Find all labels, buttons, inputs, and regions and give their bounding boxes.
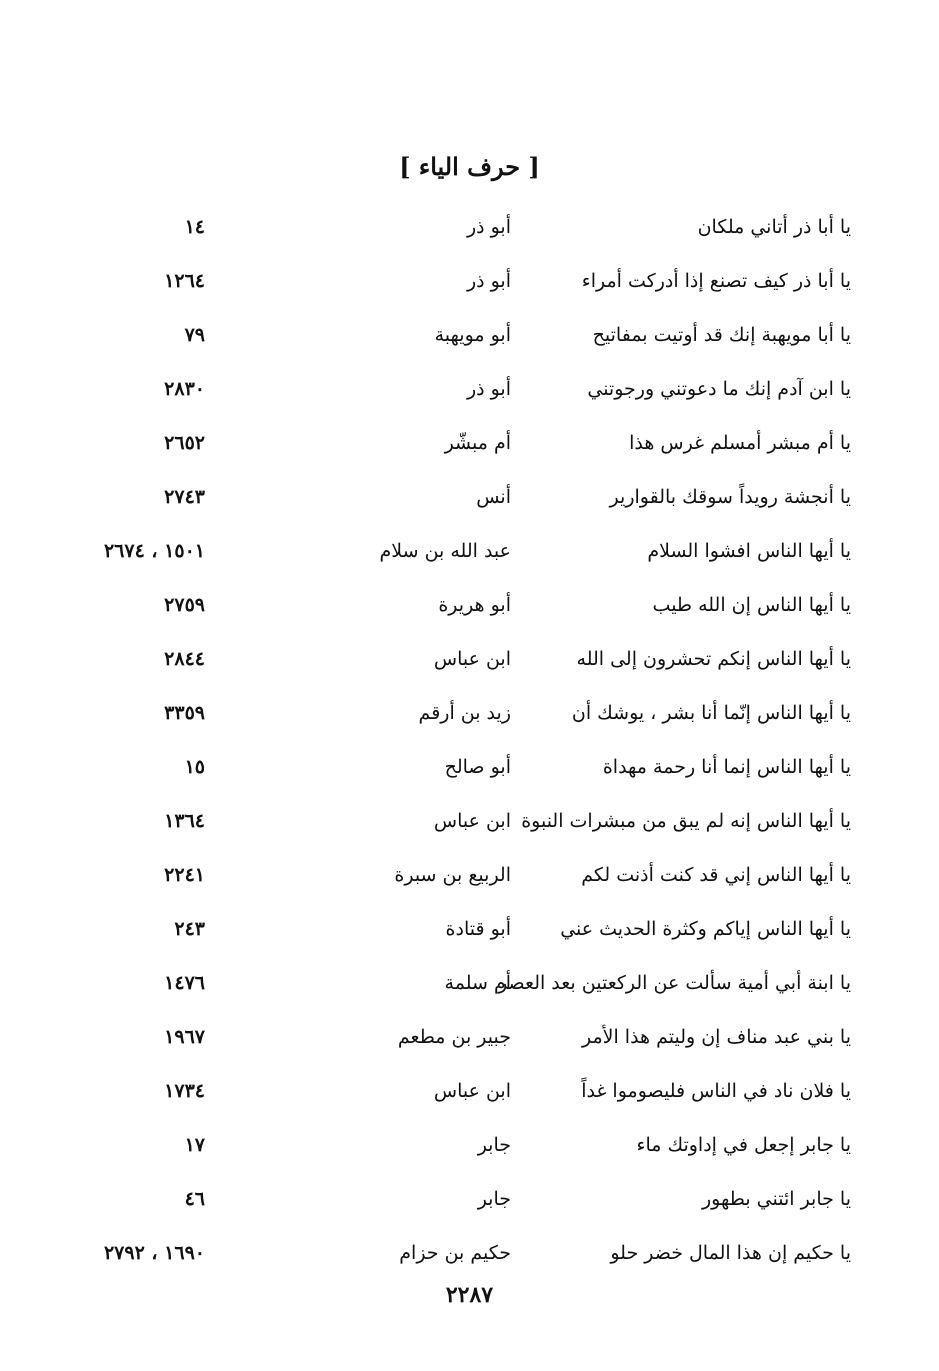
hadith-numbers: ١٣٦٤ xyxy=(164,810,205,832)
page-number: ٢٢٨٧ xyxy=(445,1282,494,1308)
hadith-numbers: ٢٢٤١ xyxy=(164,864,205,886)
index-row xyxy=(0,853,939,907)
index-row xyxy=(0,1069,939,1123)
hadith-numbers: ٤٦ xyxy=(184,1188,205,1210)
hadith-text: يا ابن آدم إنك ما دعوتني ورجوتني xyxy=(587,378,851,400)
narrator-name: أبو هريرة xyxy=(438,594,511,616)
narrator-name: عبد الله بن سلام xyxy=(379,540,511,562)
hadith-numbers: ١٦٩٠ ، ٢٧٩٢ xyxy=(103,1242,205,1264)
index-row xyxy=(0,367,939,421)
index-row xyxy=(0,1231,939,1285)
narrator-name: أبو مويهبة xyxy=(434,324,511,346)
hadith-numbers: ١٧ xyxy=(184,1134,205,1156)
hadith-text: يا أيها الناس إني قد كنت أذنت لكم xyxy=(581,864,851,886)
narrator-name: أبو ذر xyxy=(466,378,511,400)
narrator-name: ابن عباس xyxy=(433,648,511,670)
index-row xyxy=(0,529,939,583)
hadith-numbers: ٢٧٥٩ xyxy=(164,594,205,616)
narrator-name: أبو صالح xyxy=(444,756,511,778)
index-row xyxy=(0,259,939,313)
narrator-name: ابن عباس xyxy=(433,1080,511,1102)
hadith-text: يا أيها الناس إنما أنا رحمة مهداة xyxy=(602,756,851,778)
narrator-name: زيد بن أرقم xyxy=(418,702,511,724)
hadith-numbers: ٢٨٣٠ xyxy=(164,378,205,400)
index-row xyxy=(0,1123,939,1177)
hadith-text: يا أيها الناس إياكم وكثرة الحديث عني xyxy=(560,918,851,940)
narrator-name: أم سلمة xyxy=(444,972,511,994)
hadith-text: يا أنجشة رويداً سوقك بالقوارير xyxy=(609,486,851,508)
hadith-numbers: ٢٦٥٢ xyxy=(164,432,205,454)
index-row xyxy=(0,1015,939,1069)
section-title: [ حرف الياء ] xyxy=(399,152,540,181)
hadith-text: يا فلان ناد في الناس فليصوموا غداً xyxy=(581,1080,851,1102)
hadith-text: يا أم مبشر أمسلم غرس هذا xyxy=(629,432,851,454)
hadith-numbers: ١٤٧٦ xyxy=(164,972,205,994)
hadith-text: يا حكيم إن هذا المال خضر حلو xyxy=(610,1242,851,1264)
index-row xyxy=(0,637,939,691)
hadith-numbers: ٧٩ xyxy=(184,324,205,346)
hadith-text: يا أيها الناس إنّما أنا بشر ، يوشك أن xyxy=(571,702,851,724)
hadith-numbers: ١٥ xyxy=(184,756,205,778)
hadith-numbers: ١٢٦٤ xyxy=(164,270,205,292)
index-row xyxy=(0,475,939,529)
hadith-numbers: ١٥٠١ ، ٢٦٧٤ xyxy=(103,540,205,562)
hadith-text: يا أيها الناس إن الله طيب xyxy=(652,594,851,616)
index-row xyxy=(0,1177,939,1231)
hadith-text: يا جابر ائتني بطهور xyxy=(702,1188,851,1210)
hadith-text: يا ابنة أبي أمية سألت عن الركعتين بعد العصر xyxy=(498,972,851,994)
index-row xyxy=(0,583,939,637)
narrator-name: ابن عباس xyxy=(433,810,511,832)
index-table xyxy=(0,205,939,1285)
narrator-name: أنس xyxy=(476,486,511,508)
hadith-text: يا جابر إجعل في إداوتك ماء xyxy=(636,1134,851,1156)
hadith-numbers: ٢٧٤٣ xyxy=(164,486,205,508)
hadith-numbers: ٢٨٤٤ xyxy=(164,648,205,670)
hadith-text: يا أبا ذر كيف تصنع إذا أدركت أمراء xyxy=(581,270,851,292)
hadith-text: يا أيها الناس إنكم تحشرون إلى الله xyxy=(576,648,851,670)
index-row xyxy=(0,421,939,475)
hadith-text: يا أيها الناس إنه لم يبق من مبشرات النبوة xyxy=(521,810,851,832)
narrator-name: جابر xyxy=(477,1134,511,1156)
narrator-name: أبو ذر xyxy=(466,270,511,292)
hadith-text: يا بني عبد مناف إن وليتم هذا الأمر xyxy=(581,1026,851,1048)
narrator-name: أم مبشّر xyxy=(444,432,511,454)
narrator-name: جابر xyxy=(477,1188,511,1210)
hadith-text: يا أبا مويهبة إنك قد أوتيت بمفاتيح xyxy=(592,324,851,346)
narrator-name: جبير بن مطعم xyxy=(397,1026,511,1048)
index-row xyxy=(0,745,939,799)
index-row xyxy=(0,907,939,961)
index-row xyxy=(0,205,939,259)
index-row xyxy=(0,313,939,367)
narrator-name: الربيع بن سبرة xyxy=(394,864,511,886)
narrator-name: أبو ذر xyxy=(466,216,511,238)
hadith-numbers: ١٧٣٤ xyxy=(164,1080,205,1102)
index-row xyxy=(0,961,939,1015)
hadith-numbers: ٢٤٣ xyxy=(174,918,205,940)
hadith-numbers: ١٩٦٧ xyxy=(164,1026,205,1048)
hadith-numbers: ٣٣٥٩ xyxy=(164,702,205,724)
hadith-text: يا أيها الناس افشوا السلام xyxy=(647,540,851,562)
narrator-name: أبو قتادة xyxy=(445,918,511,940)
hadith-numbers: ١٤ xyxy=(184,216,205,238)
index-row xyxy=(0,691,939,745)
narrator-name: حكيم بن حزام xyxy=(399,1242,511,1264)
hadith-text: يا أبا ذر أتاني ملكان xyxy=(697,216,851,238)
index-row xyxy=(0,799,939,853)
